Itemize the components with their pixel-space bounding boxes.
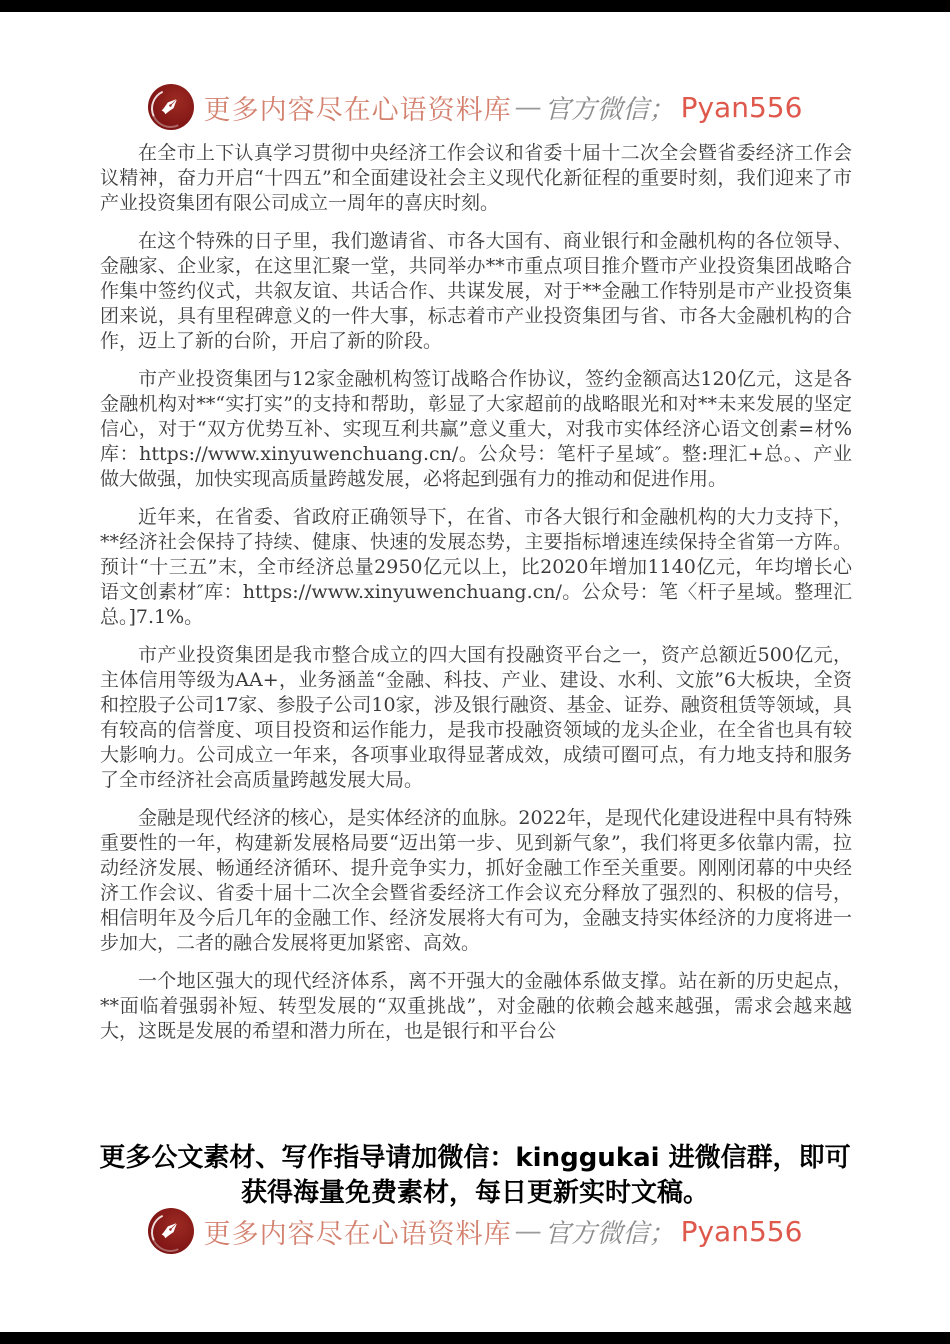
bottom-black-bar: [0, 1332, 950, 1344]
pen-nib-glyph: ✒: [152, 88, 189, 126]
paragraph-2: 在这个特殊的日子里，我们邀请省、市各大国有、商业银行和金融机构的各位领导、金融家、企业家，在这里汇聚一堂，共同举办**市重点项目推介暨市产业投资集团战略合作集中签约仪式，共叙友谊、共话合作、共谋发展，对于**金融工作特别是市产业投资集团来说，具有里程碑意义的一件大事，标志着市产业投资集团与省、市各大金融机构的合作，迈上了新的台阶，开启了新的阶段。: [100, 230, 852, 352]
footer-brand-text: 更多内容尽在心语资料库: [203, 1218, 512, 1250]
footer-brand: [0, 1208, 950, 1254]
paragraph-1: 在全市上下认真学习贯彻中央经济工作会议和省委十届十二次全会暨省委经济工作会议精神，奋力开启“十四五”和全面建设社会主义现代化新征程的重要时刻，我们迎来了市产业投资集团有限公司成立一周年的喜庆时刻。: [100, 142, 852, 214]
pen-nib-logo-icon: [148, 1208, 194, 1254]
header-dash: —: [514, 91, 542, 123]
top-black-bar: [0, 0, 950, 12]
header-wechat-label: 官方微信；: [544, 94, 675, 125]
paragraph-6: 金融是现代经济的核心，是实体经济的血脉。2022年，是现代化建设进程中具有特殊重要性的一年，构建新发展格局要“迈出第一步、见到新气象”，我们将更多依靠内需，拉动经济发展、畅通经济循环、提升竞争实力，抓好金融工作至关重要。刚刚闭幕的中央经济工作会议、省委十届十二次全会暨省委经济工作会议充分释放了强烈的、积极的信号，相信明年及今后几年的金融工作、经济发展将大有可为，金融支持实体经济的力度将进一步加大，二者的融合发展将更加紧密、高效。: [100, 807, 852, 954]
promo-line-2: 获得海量免费素材，每日更新实时文稿。: [240, 1178, 709, 1208]
paragraph-5: 市产业投资集团是我市整合成立的四大国有投融资平台之一，资产总额近500亿元，主体信用等级为AA+，业务涵盖“金融、科技、产业、建设、水利、文旅”6大板块，全资和控股子公司17家、参股子公司10家，涉及银行融资、基金、证券、融资租赁等领域，具有较高的信誉度、项目投资和运作能力，是我市投融资领域的龙头企业，在全省也具有较大影响力。公司成立一年来，各项事业取得显著成效，成绩可圈可点，有力地支持和服务了全市经济社会高质量跨越发展大局。: [100, 644, 852, 791]
paragraph-7: 一个地区强大的现代经济体系，离不开强大的金融体系做支撑。站在新的历史起点，**面临着强弱补短、转型发展的“双重挑战”，对金融的依赖会越来越强，需求会越来越大，这既是发展的希望和潜力所在，也是银行和平台公: [100, 970, 852, 1042]
header-wechat-id: Pyan556: [680, 90, 803, 124]
promo-line-1: 更多公文素材、写作指导请加微信：kinggukai 进微信群，即可: [99, 1143, 851, 1173]
pen-nib-logo-icon: [148, 84, 194, 130]
footer-dash: —: [514, 1215, 542, 1247]
pen-nib-glyph: ✒: [152, 1212, 189, 1250]
promo-banner: [0, 1141, 950, 1211]
document-body: [100, 141, 852, 1057]
header-brand: [0, 84, 950, 130]
header-brand-text: 更多内容尽在心语资料库: [203, 94, 512, 126]
footer-wechat-label: 官方微信；: [544, 1218, 675, 1249]
paragraph-3: 市产业投资集团与12家金融机构签订战略合作协议，签约金额高达120亿元，这是各金融机构对**“实打实”的支持和帮助，彰显了大家超前的战略眼光和对**未来发展的坚定信心，对于“双方优势互补、实现互利共赢”意义重大，对我市实体经济心语文创素=材%库：https://www.xinyuwenchuang.cn/。公众号：笔杆子星域″。整:理汇+总。、产业做大做强，加快实现高质量跨越发展，必将起到强有力的推动和促进作用。: [100, 368, 852, 490]
paragraph-4: 近年来，在省委、省政府正确领导下，在省、市各大银行和金融机构的大力支持下，**经济社会保持了持续、健康、快速的发展态势，主要指标增速连续保持全省第一方阵。预计“十三五”末，全市经济总量2950亿元以上，比2020年增加1140亿元，年均增长心语文创素材″库：https://www.xinyuwenchuang.cn/。公众号：笔〈杆子星域。整理汇总。]7.1%。: [100, 506, 852, 628]
footer-wechat-id: Pyan556: [680, 1214, 803, 1248]
